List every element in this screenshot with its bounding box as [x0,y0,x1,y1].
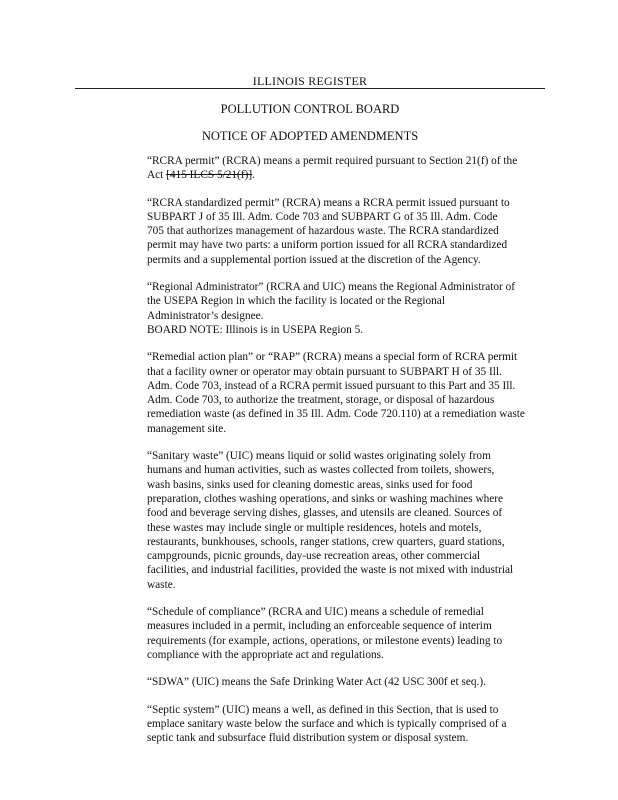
text-line: 705 that authorizes management of hazardous waste. The RCRA standardized [147,225,499,238]
text-line: permits and a supplemental portion issued at the discretion of the Agency. [147,253,481,266]
text-line: food and beverage serving dishes, glasses, and utensils are cleaned. Sources of [147,507,503,520]
text-line: measures included in a permit, including an enforceable sequence of interim [147,620,492,633]
text-line: the USEPA Region in which the facility is located or the Regional [147,295,445,308]
definition-sanitary-waste [147,449,549,592]
text-line: compliance with the appropriate act and regulations. [147,648,384,661]
text-line: requirements (for example, actions, operations, or milestone events) leading to [147,634,503,647]
text-line: these wastes may include single or multiple residences, hotels and motels, [147,521,482,534]
text-line: facilities, and industrial facilities, provided the waste is not mixed with industrial [147,564,514,577]
notice-title: NOTICE OF ADOPTED AMENDMENTS [201,129,419,143]
definition-regional-administrator [147,280,549,337]
definition-remedial-action-plan [147,350,549,436]
text-line: permit may have two parts: a uniform portion issued for all RCRA standardized [147,239,508,252]
text-line: restaurants, bunkhouses, schools, ranger stations, crew quarters, guard stations, [147,535,505,548]
text-line [147,168,549,182]
text-line: emplace sanitary waste below the surface and which is typically comprised of a [147,717,507,730]
register-title: ILLINOIS REGISTER [252,74,368,88]
text-fragment: Act [147,169,167,182]
text-line: campgrounds, picnic grounds, day-use recreation areas, other commercial [147,550,481,563]
text-line: that a facility owner or operator may obtain pursuant to SUBPART H of 35 Ill. [147,365,502,378]
definition-septic-system [147,703,549,746]
text-line: Administrator’s designee. [147,309,264,322]
text-line: “Septic system” (UIC) means a well, as defined in this Section, that is used to [147,703,499,716]
definition-rcra-permit [147,154,549,183]
struck-citation: [415 ILCS 5/21(f)] [166,169,253,182]
text-line: “SDWA” (UIC) means the Safe Drinking Water Act (42 USC 300f et seq.). [147,676,486,689]
text-line: “RCRA permit” (RCRA) means a permit required pursuant to Section 21(f) of the [147,155,518,167]
definition-schedule-of-compliance [147,605,549,662]
text-fragment: . [252,169,255,182]
header-rule [75,88,545,89]
text-line: waste. [147,578,176,591]
board-note: BOARD NOTE: Illinois is in USEPA Region 5. [147,323,364,336]
text-line: Adm. Code 703, to authorize the treatment, storage, or disposal of hazardous [147,394,495,407]
text-line: septic tank and subsurface fluid distribution system or disposal system. [147,732,469,745]
document-body [147,154,549,758]
text-line: management site. [147,422,227,435]
text-line: SUBPART J of 35 Ill. Adm. Code 703 and SUBPART G of 35 Ill. Adm. Code [147,210,498,223]
definition-rcra-standardized-permit [147,196,549,267]
text-line: “Schedule of compliance” (RCRA and UIC) means a schedule of remedial [147,606,484,619]
text-line: “RCRA standardized permit” (RCRA) means a RCRA permit issued pursuant to [147,196,510,209]
text-line: preparation, clothes washing operations, and sinks or washing machines where [147,492,504,505]
board-name: POLLUTION CONTROL BOARD [220,102,400,116]
text-line: humans and human activities, such as wastes collected from toilets, showers, [147,464,495,477]
text-line: Adm. Code 703, instead of a RCRA permit issued pursuant to this Part and 35 Ill. [147,379,516,392]
text-line: “Remedial action plan” or “RAP” (RCRA) means a special form of RCRA permit [147,351,518,364]
text-line: remediation waste (as defined in 35 Ill. Adm. Code 720.110) at a remediation waste [147,408,525,421]
definition-sdwa [147,675,549,689]
text-line: wash basins, sinks used for cleaning domestic areas, sinks used for food [147,478,473,491]
text-line: “Regional Administrator” (RCRA and UIC) means the Regional Administrator of [147,281,516,294]
text-line: “Sanitary waste” (UIC) means liquid or solid wastes originating solely from [147,450,491,463]
